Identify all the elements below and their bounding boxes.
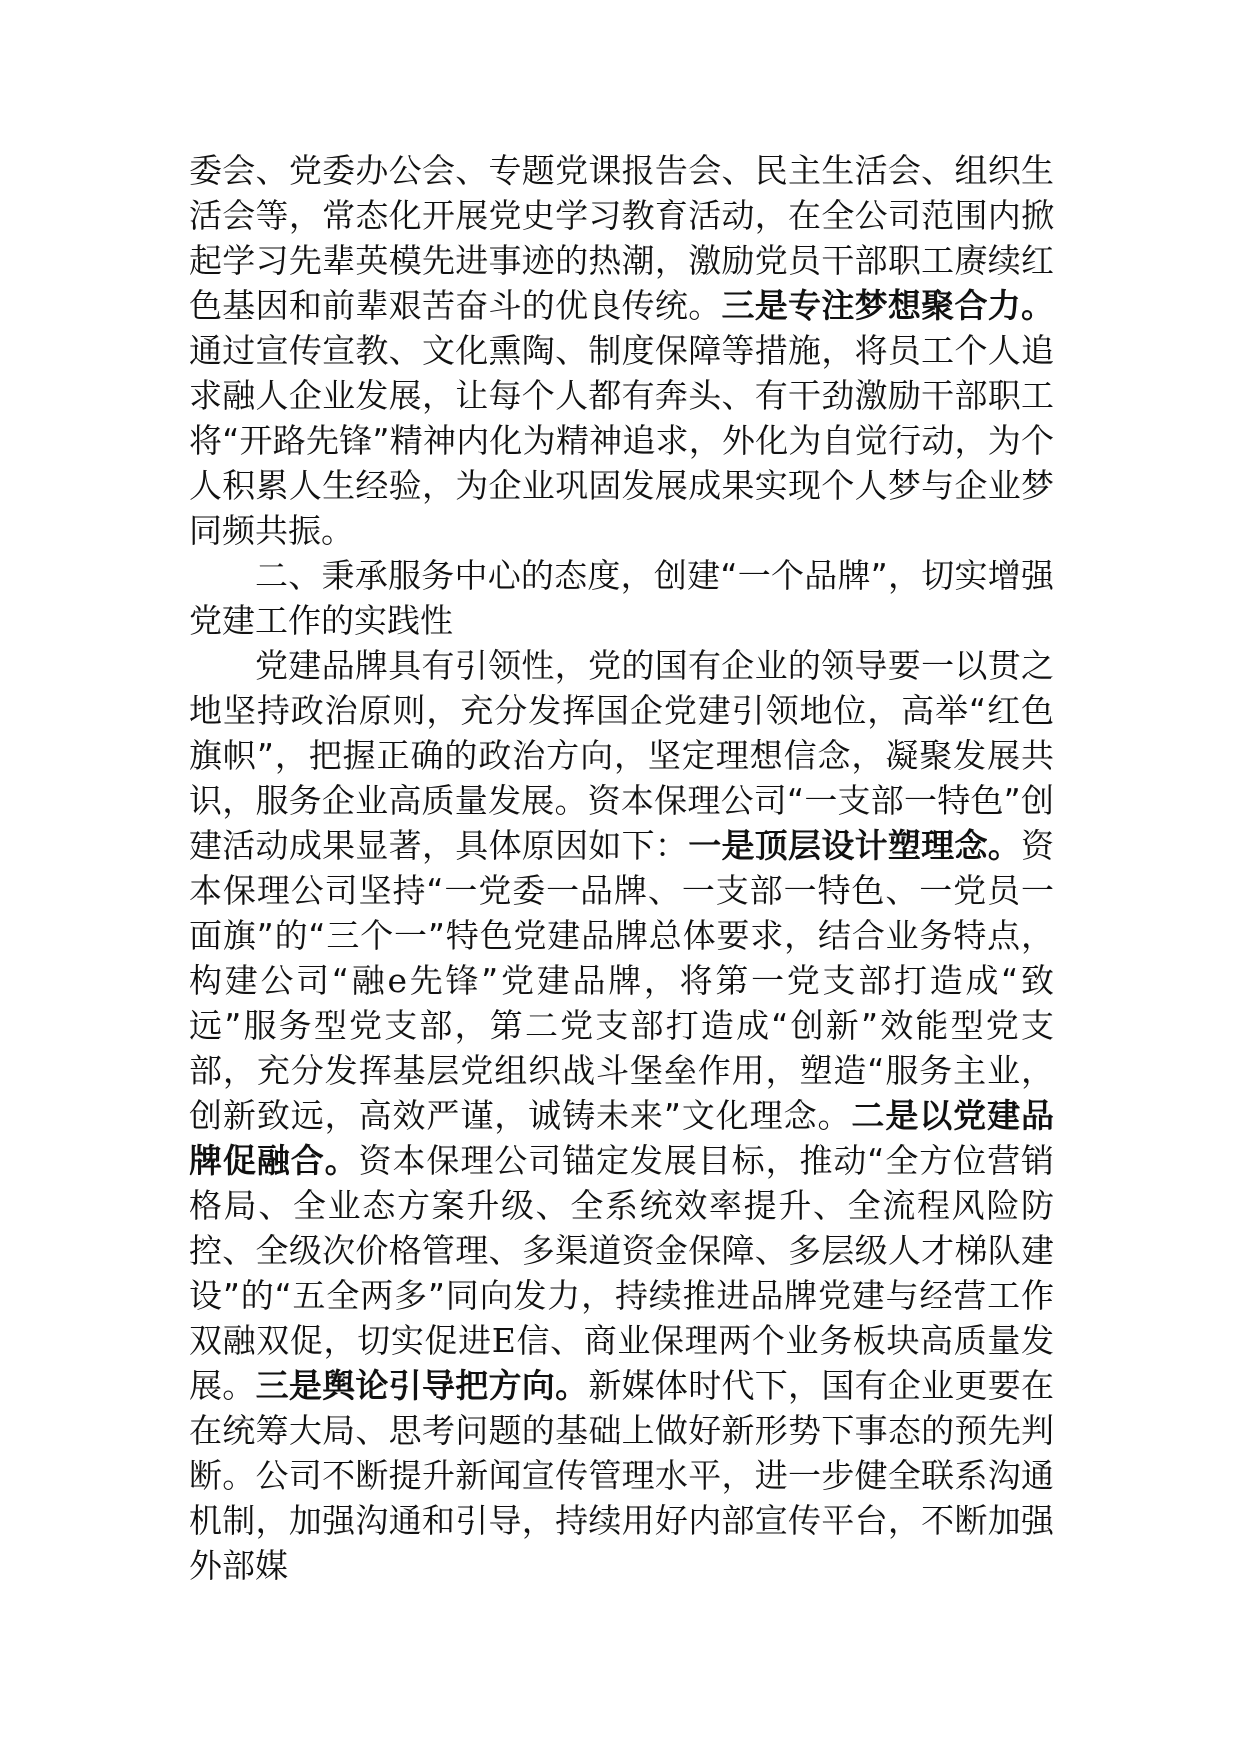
paragraph-text: 新媒体时代下，国有企业更要在在统筹大局、思考问题的基础上做好新形势下事态的预先判断。公司不断提升新闻宣传管理水平，进一步健全联系沟通机制，加强沟通和引导，持续用好内部宣传平台，不断加强外部媒 (189, 1366, 1055, 1585)
bold-heading-public-opinion: 三是舆论引导把方向。 (255, 1366, 589, 1405)
bold-heading-integration: 二是以党建品牌促融合。 (189, 1096, 1055, 1180)
paragraph-text: 资本保理公司坚持“一党委一品牌、一支部一特色、一党员一面旗”的“三个一”特色党建品牌总体要求，结合业务特点，构建公司“融 (189, 826, 1055, 1000)
section-heading-text: 二、秉承服务中心的态度，创建“一个品牌”，切实增强党建工作的实践性 (189, 556, 1054, 640)
paragraph-text: 资本保理公司锚定发展目标，推动“全方位营销格局、全业态方案升级、全系统效率提升、全流程风险防控、全级次价格管理、多渠道资金保障、多层级人才梯队建设”的“五全两多”同向发力，持续推进品牌党建与经营工作双融双促，切实促进 (189, 1141, 1054, 1360)
paragraph-text: 通过宣传宣教、文化熏陶、制度保障等措施，将员工个人追求融人企业发展，让每个人都有奔头、有干劲激励干部职工将“开路先锋”精神内化为精神追求，外化为自觉行动，为个人积累人生经验，为企业巩固发展成果实现个人梦与企业梦同频共振。 (189, 331, 1054, 550)
latin-letter-e: e (387, 961, 407, 1000)
paragraph-party-brand (189, 643, 1054, 1588)
paragraph-text: 党建品牌具有引领性，党的国有企业的领导要一以贯之地坚持政治原则，充分发挥国企党建引领地位，高举“红色旗帜”，把握正确的政治方向，坚定理想信念，凝聚发展共识，服务企业高质量发展。资本保理公司“一支部一特色”创建活动成果显著，具体原因如下： (189, 646, 1054, 865)
document-page (189, 148, 1054, 1588)
section-heading-brand (189, 553, 1054, 643)
paragraph-party-history-education (189, 148, 1054, 553)
paragraph-text: 信、商业保理两个业务板块高质量发展。 (189, 1321, 1055, 1405)
paragraph-text: 委会、党委办公会、专题党课报告会、民主生活会、组织生活会等，常态化开展党史学习教育活动，在全公司范围内掀起学习先辈英模先进事迹的热潮，激励党员干部职工赓续红色基因和前辈艰苦奋斗的优良传统。 (189, 151, 1054, 325)
paragraph-text: 先锋”党建品牌，将第一党支部打造成“致远”服务型党支部，第二党支部打造成“创新”效能型党支部，充分发挥基层党组织战斗堡垒作用，塑造“服务主业，创新致远，高效严谨，诚铸未来”文化理念。 (189, 961, 1054, 1135)
bold-heading-top-design: 一是顶层设计塑理念。 (688, 826, 1022, 865)
bold-heading-dream: 三是专注梦想聚合力。 (721, 286, 1055, 325)
latin-letter-e-upper: E (491, 1321, 516, 1360)
